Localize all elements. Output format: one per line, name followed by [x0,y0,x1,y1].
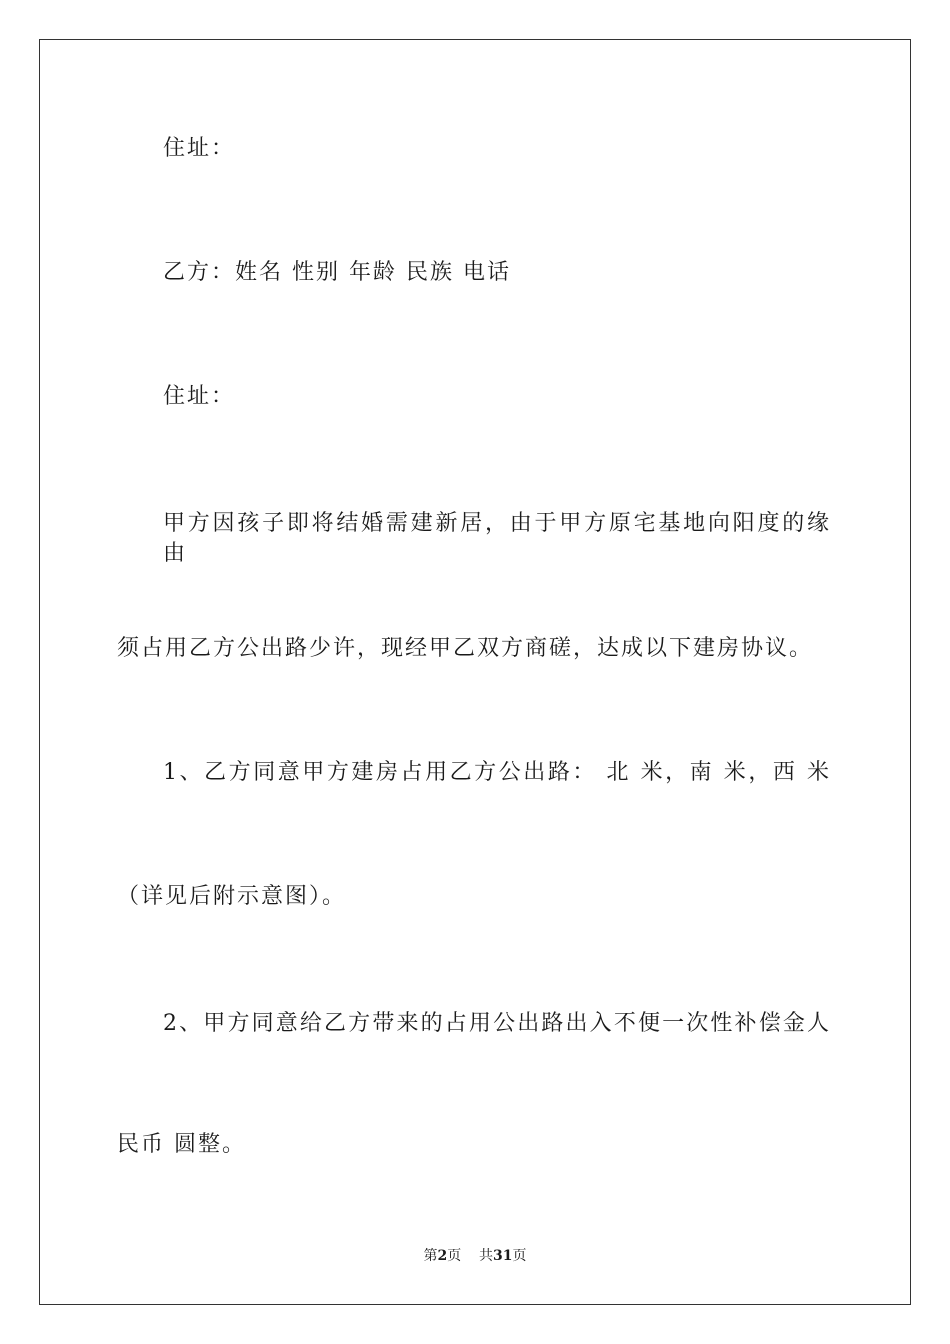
page-prefix: 第 [423,1248,438,1264]
total-pages: 31 [493,1248,513,1264]
page-frame [39,39,911,1305]
clause-2-line-1: 2、甲方同意给乙方带来的占用公出路出入不便一次性补偿金人 [163,1011,831,1036]
total-suffix: 页 [512,1248,527,1264]
total-prefix: 共 [479,1248,494,1264]
page-footer [0,1246,950,1266]
party-b-info-line: 乙方：姓名 性别 年龄 民族 电话 [163,260,511,285]
address-line-party-a: 住址： [163,136,236,161]
address-line-party-b: 住址： [163,384,236,409]
page-suffix: 页 [447,1248,462,1264]
clause-1-line-1: 1、乙方同意甲方建房占用乙方公出路： 北 米，南 米，西 米 [163,760,831,785]
page-number: 2 [437,1248,448,1264]
clause-1-line-2: （详见后附示意图）。 [117,884,347,909]
clause-2-line-2: 民币 圆整。 [117,1132,246,1157]
paragraph-intro-line-2: 须占用乙方公出路少许，现经甲乙双方商磋，达成以下建房协议。 [117,636,814,661]
paragraph-intro-line-1: 甲方因孩子即将结婚需建新居，由于甲方原宅基地向阳度的缘由 [163,511,831,566]
